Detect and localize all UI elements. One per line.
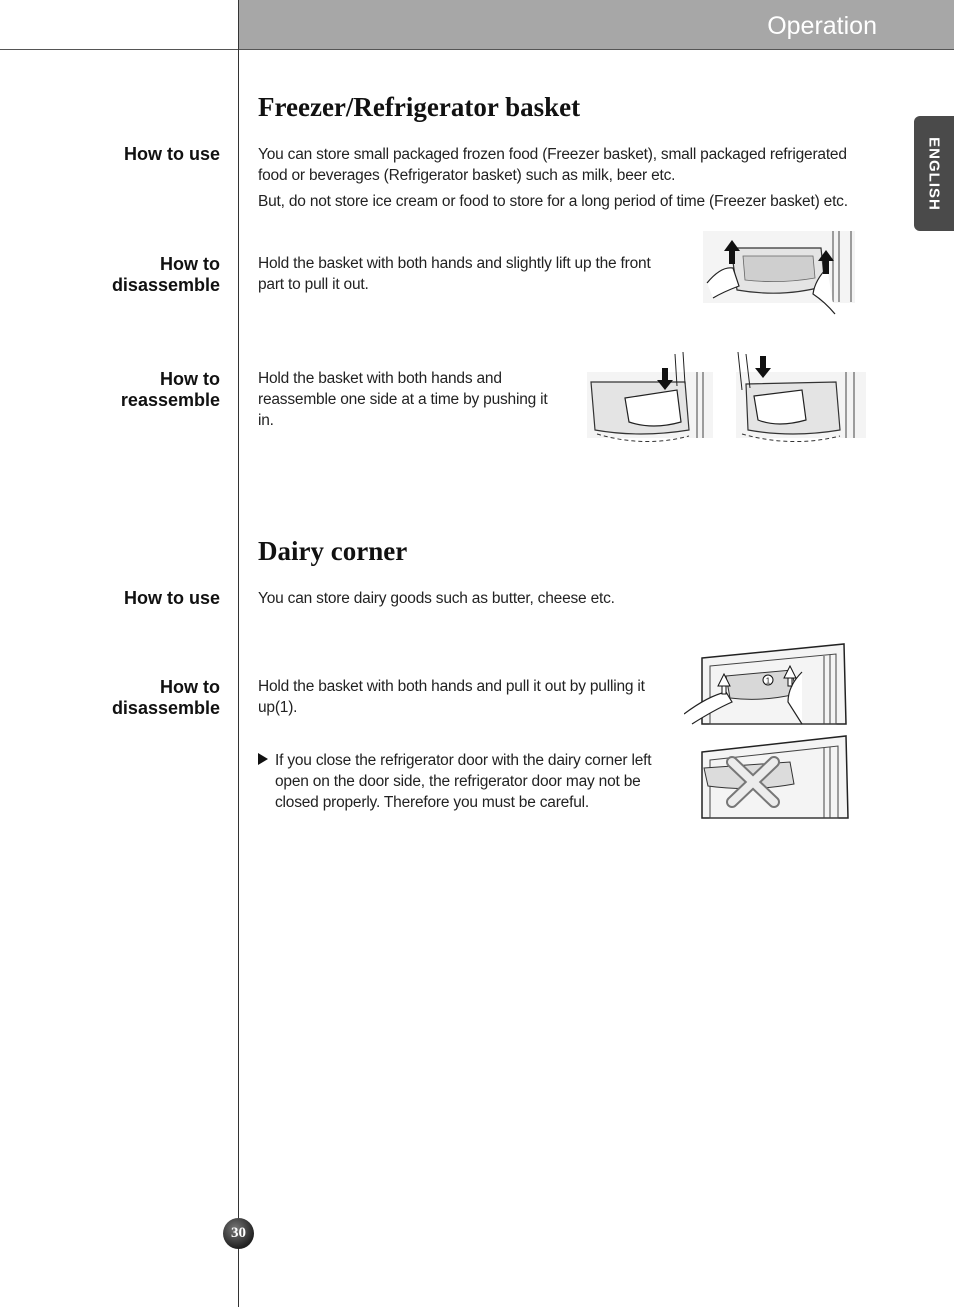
page-number: 30 — [223, 1218, 254, 1249]
triangle-bullet-icon — [258, 753, 268, 765]
dairy-caution-text: If you close the refrigerator door with the dairy corner left open on the door side, the refrigerator door may not be closed properly. Therefore you must be careful. — [275, 752, 652, 811]
basket-how-to-use-label: How to use — [123, 144, 220, 164]
basket-lift-illustration — [703, 228, 859, 316]
header-title: Operation — [767, 12, 877, 40]
dairy-how-to-use-text: You can store dairy goods such as butter, cheese etc. — [258, 590, 615, 607]
dairy-open-warning-illustration — [698, 732, 852, 820]
dairy-caution-note — [258, 750, 678, 813]
margin-rule — [238, 0, 239, 1307]
basket-section-title: Freezer/Refrigerator basket — [258, 92, 581, 122]
dairy-section-title: Dairy corner — [258, 536, 408, 566]
dairy-disassemble-label: How to disassemble — [111, 677, 220, 718]
basket-disassemble-label: How to disassemble — [111, 254, 220, 295]
basket-how-to-use-text-2: But, do not store ice cream or food to store for a long period of time (Freezer basket) etc. — [258, 193, 848, 210]
basket-reassemble-text: Hold the basket with both hands and reassemble one side at a time by pushing it in. — [258, 370, 548, 429]
dairy-disassemble-text: Hold the basket with both hands and pull it out by pulling it up(1). — [258, 678, 645, 716]
basket-reassemble-label: How to reassemble — [120, 369, 220, 410]
basket-how-to-use-text-1: You can store small packaged frozen food (Freezer basket), small packaged refrigerated food or beverages (Refrigerator basket) such as milk, beer etc. — [258, 146, 847, 184]
basket-reassemble-right-illustration — [732, 350, 870, 446]
dairy-remove-illustration — [684, 640, 850, 728]
dairy-how-to-use-label: How to use — [123, 588, 220, 608]
language-tab-label: ENGLISH — [925, 136, 943, 211]
basket-disassemble-text: Hold the basket with both hands and slightly lift up the front part to pull it out. — [258, 255, 651, 293]
header-bar — [239, 0, 954, 50]
language-tab — [914, 116, 954, 231]
basket-reassemble-left-illustration — [585, 350, 717, 446]
top-rule — [0, 49, 954, 50]
illustration-marker: 1 — [765, 676, 771, 686]
